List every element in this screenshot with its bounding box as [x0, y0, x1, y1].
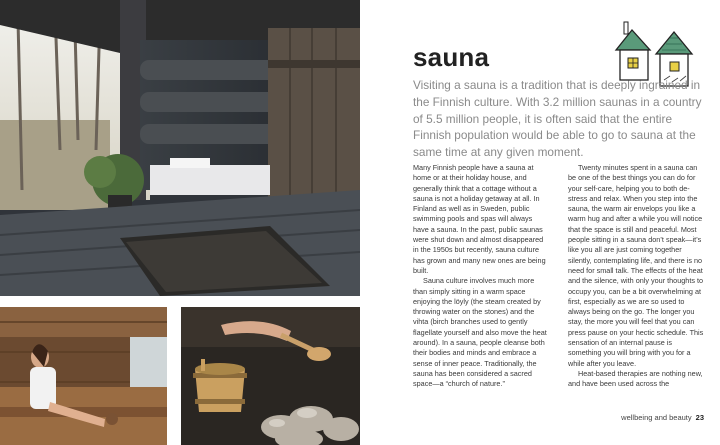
intro-paragraph: Visiting a sauna is a tradition that is deeply ingrained in the Finnish culture. With 3.2 million saunas in a country of 5.5 million people, it is often said that the entire Finnish population would be able to go to sauna at the same time at any given moment.: [413, 78, 702, 160]
sauna-porch-photo: [0, 0, 360, 296]
page-footer: [621, 413, 704, 422]
body-column-left: [413, 163, 549, 390]
bucket-and-stones-photo: [181, 307, 360, 445]
body-paragraph: Twenty minutes spent in a sauna can be one of the best things you can do for your self-care, helping you to both de-stress and relax. When you step into the sauna, the warm air envelops you like a warm hug and after a while you will notice that the space is still and peaceful. Most people sitting in a sauna don’t speak—it’s like you all are just coming together silently, contemplating life, and there is no need for small talk. The effects of the heat and the silence, with only your thoughts to occupy you, can be a bit overwhelming at first, especially as we are so used to always being on the go. The longer you stay, the more you will feel that you can press pause on your hectic schedule. This sensation of an internal pause is something you will bring with you for a while after you leave.: [568, 163, 704, 368]
page-number: 23: [695, 413, 704, 422]
woman-in-sauna-photo: [0, 307, 167, 445]
body-paragraph: Many Finnish people have a sauna at home or at their holiday house, and generally think that a cottage without a sauna is not a holiday getaway at all. In Finland as well as in Sweden, public swimming pools and spas will always have a sauna. In the past, public saunas were shut down and almost disappeared in the 1950s but recently, sauna culture has grown and many new ones are being built.: [413, 163, 546, 275]
section-name: wellbeing and beauty: [621, 413, 692, 422]
page-title: sauna: [413, 42, 490, 72]
body-column-right: [568, 163, 704, 390]
body-paragraph: Heat-based therapies are nothing new, and have been used across the: [568, 368, 703, 389]
body-paragraph: Sauna culture involves much more than simply sitting in a warm space enjoying the löyly (the steam created by throwing water on the stones) and the vihta (birch branches used to gently flagellate yourself and also move the heat around). In a sauna, people cleanse both their bodies and minds and embrace a sense of inner peace. Traditionally, the sauna has been considered a sacred space—a “church of nature.”: [413, 276, 547, 389]
